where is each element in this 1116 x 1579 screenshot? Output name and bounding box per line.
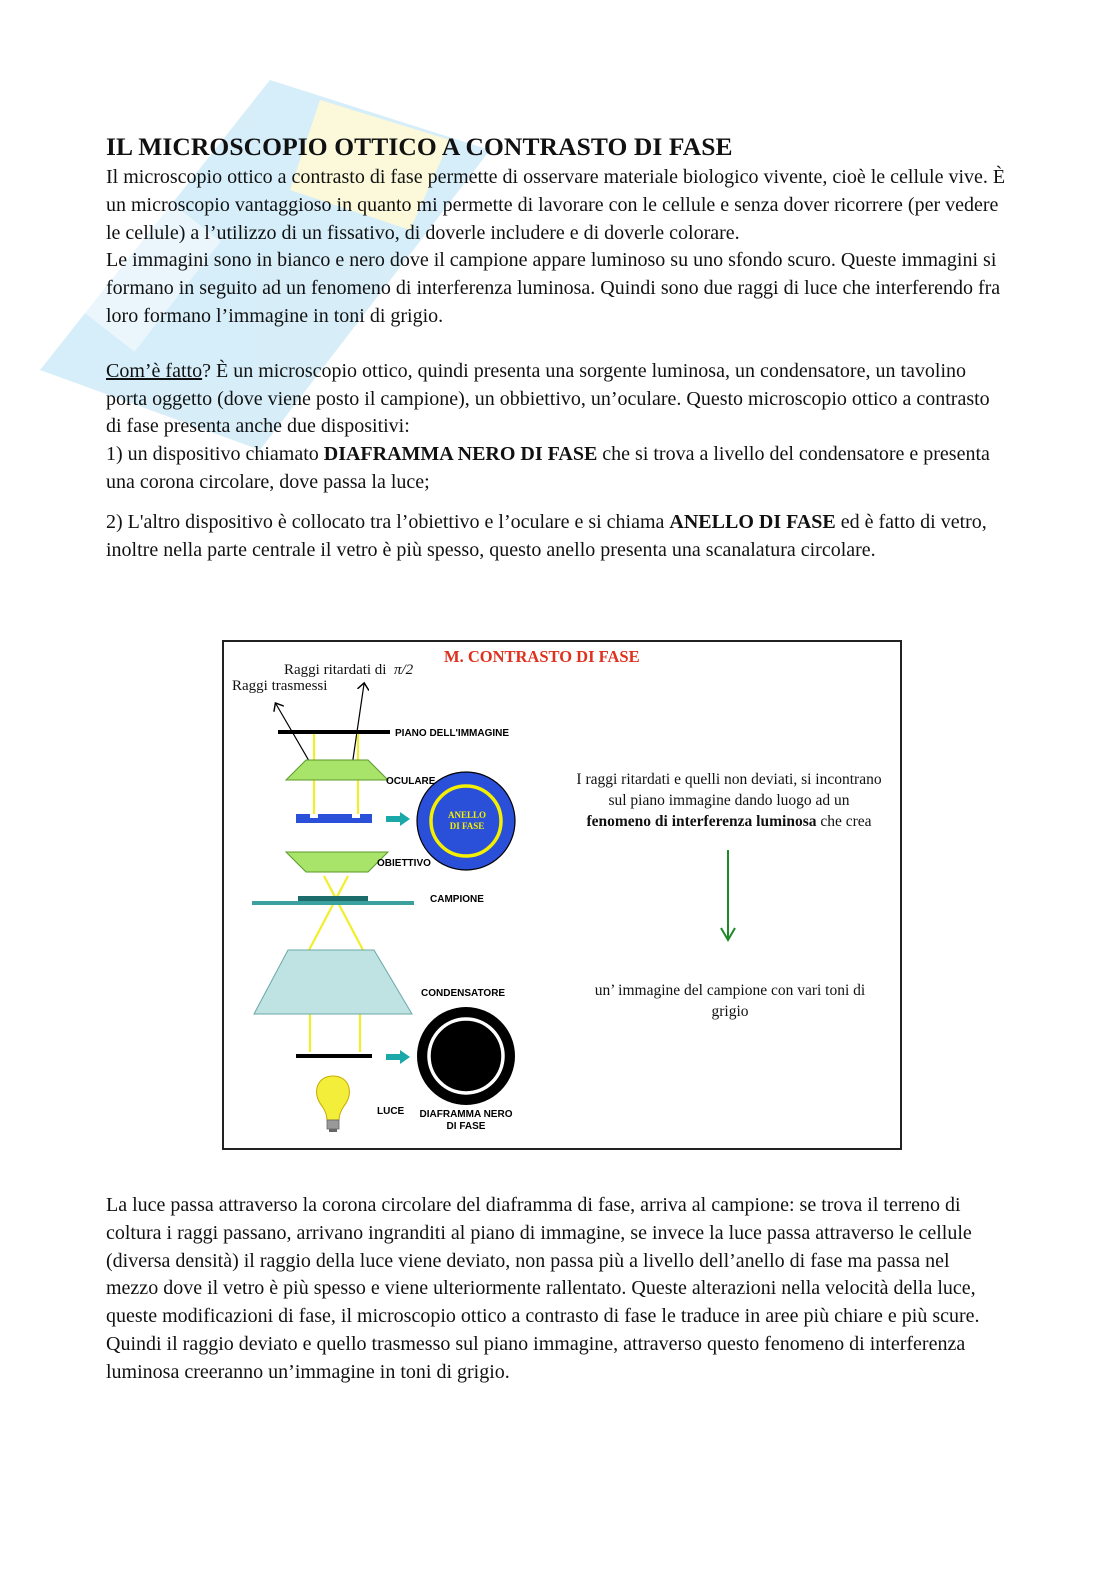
diaphragm-label-2: DI FASE	[446, 1121, 486, 1132]
image-plane-bar	[278, 730, 390, 734]
diagram-title: M. CONTRASTO DI FASE	[444, 647, 640, 666]
objective-lens	[286, 852, 388, 872]
structure-heading: Com’è fatto	[106, 359, 203, 382]
diagram-drawing	[224, 642, 900, 1148]
phase-ring-label	[447, 810, 487, 832]
diaphragm-label	[414, 1109, 518, 1133]
phase-contrast-diagram	[222, 640, 902, 1150]
image-result-description	[570, 980, 890, 1022]
interference-description	[554, 769, 904, 832]
interference-line-2: sul piano immagine dando luogo ad un	[608, 792, 850, 809]
device-item-2-post: ed è fatto di vetro, inoltre nella parte centrale il vetro è più spesso, questo anello presenta una scanalatura circolare.	[106, 510, 987, 561]
intro-paragraph-1: Il microscopio ottico a contrasto di fase permette di osservare materiale biologico vivente, cioè le cellule vive. È un microscopio vantaggioso in quanto mi permette di lavorare con le cellule e senza dover ricorrere (per vedere le cellule) a l’utilizzo di un fissativo, di doverle includere e di doverle colorare.	[106, 166, 1006, 244]
ocular-label: OCULARE	[386, 776, 436, 787]
interference-line-1: I raggi ritardati e quelli non deviati, si incontrano	[576, 771, 882, 788]
device-item-1	[106, 441, 1006, 497]
closing-paragraph: La luce passa attraverso la corona circolare del diaframma di fase, arriva al campione: se trova il terreno di coltura i raggi passano, arrivano ingranditi al piano di immagine, se invece la luce passa attraverso le cellule (diversa densità) il raggio della luce viene deviato, non passa più a livello dell’anello di fase ma passa nel mezzo dove il vetro è più spesso e viene ulteriormente rallentato. Queste alterazioni nella velocità della luce, queste modificazioni di fase, il microscopio ottico a contrasto di fase le traduce in aree più chiare e più scure. Quindi il raggio deviato e quello trasmesso sul piano immagine, attraverso questo fenomeno di interferenza luminosa creeranno un’immagine in toni di grigio.	[106, 1194, 980, 1383]
device-item-2	[106, 509, 1006, 565]
device-item-1-pre: 1) un dispositivo chiamato	[106, 443, 324, 466]
image-plane-label: PIANO DELL'IMMAGINE	[395, 728, 510, 739]
sample-label: CAMPIONE	[430, 894, 484, 905]
objective-label: OBIETTIVO	[377, 858, 431, 869]
sample	[298, 896, 368, 901]
page-title: IL MICROSCOPIO OTTICO A CONTRASTO DI FASE	[106, 132, 733, 161]
device-item-1-post: che si trova a livello del condensatore e presenta una corona circolare, dove passa la luce;	[106, 443, 990, 493]
lightbulb-icon	[317, 1076, 350, 1132]
phase-ring-side	[296, 814, 372, 823]
structure-paragraph	[106, 358, 1006, 441]
phase-ring-label-2: DI FASE	[449, 821, 485, 831]
phase-ring-label-1: ANELLO	[447, 810, 486, 820]
diaphragm-label-1: DIAFRAMMA NERO	[419, 1109, 513, 1120]
device-item-2-bold: ANELLO DI FASE	[669, 510, 836, 533]
delayed-rays-text: Raggi ritardati di	[284, 662, 387, 678]
sample-slide	[252, 901, 414, 905]
image-result-line-2: grigio	[711, 1003, 749, 1020]
device-item-2-pre: 2) L'altro dispositivo è collocato tra l’obiettivo e l’oculare e si chiama	[106, 510, 670, 533]
transmitted-rays-label: Raggi trasmessi	[232, 678, 328, 694]
diaphragm-side	[296, 1054, 372, 1058]
diaphragm-disk	[417, 1007, 515, 1105]
condenser-lens	[254, 950, 412, 1014]
light-label: LUCE	[377, 1106, 405, 1117]
interference-post: che crea	[816, 813, 872, 830]
closing-section	[106, 1192, 1006, 1387]
ocular-lens	[286, 760, 388, 780]
transmitted-ray-arrow	[276, 704, 312, 766]
intro-paragraph-2: Le immagini sono in bianco e nero dove il campione appare luminoso su uno sfondo scuro. Queste immagini si formano in seguito ad un fenomeno di interferenza luminosa. Quindi sono due raggi di luce che interferendo fra loro formano l’immagine in toni di grigio.	[106, 249, 1001, 327]
delayed-rays-value: π/2	[393, 662, 414, 678]
document-body	[106, 130, 1006, 564]
interference-line-3	[554, 811, 904, 832]
delayed-rays-label	[284, 662, 413, 679]
condenser-label: CONDENSATORE	[421, 988, 506, 999]
interference-bold: fenomeno di interferenza luminosa	[586, 813, 817, 830]
structure-text: ? È un microscopio ottico, quindi presenta una sorgente luminosa, un condensatore, un tavolino porta oggetto (dove viene posto il campione), un obbiettivo, un’oculare. Questo microscopio ottico a contrasto di fase presenta anche due dispositivi:	[106, 359, 990, 438]
image-result-line-1: un’ immagine del campione con vari toni di	[594, 982, 866, 999]
device-item-1-bold: DIAFRAMMA NERO DI FASE	[323, 443, 598, 466]
teal-arrows	[386, 812, 410, 1064]
